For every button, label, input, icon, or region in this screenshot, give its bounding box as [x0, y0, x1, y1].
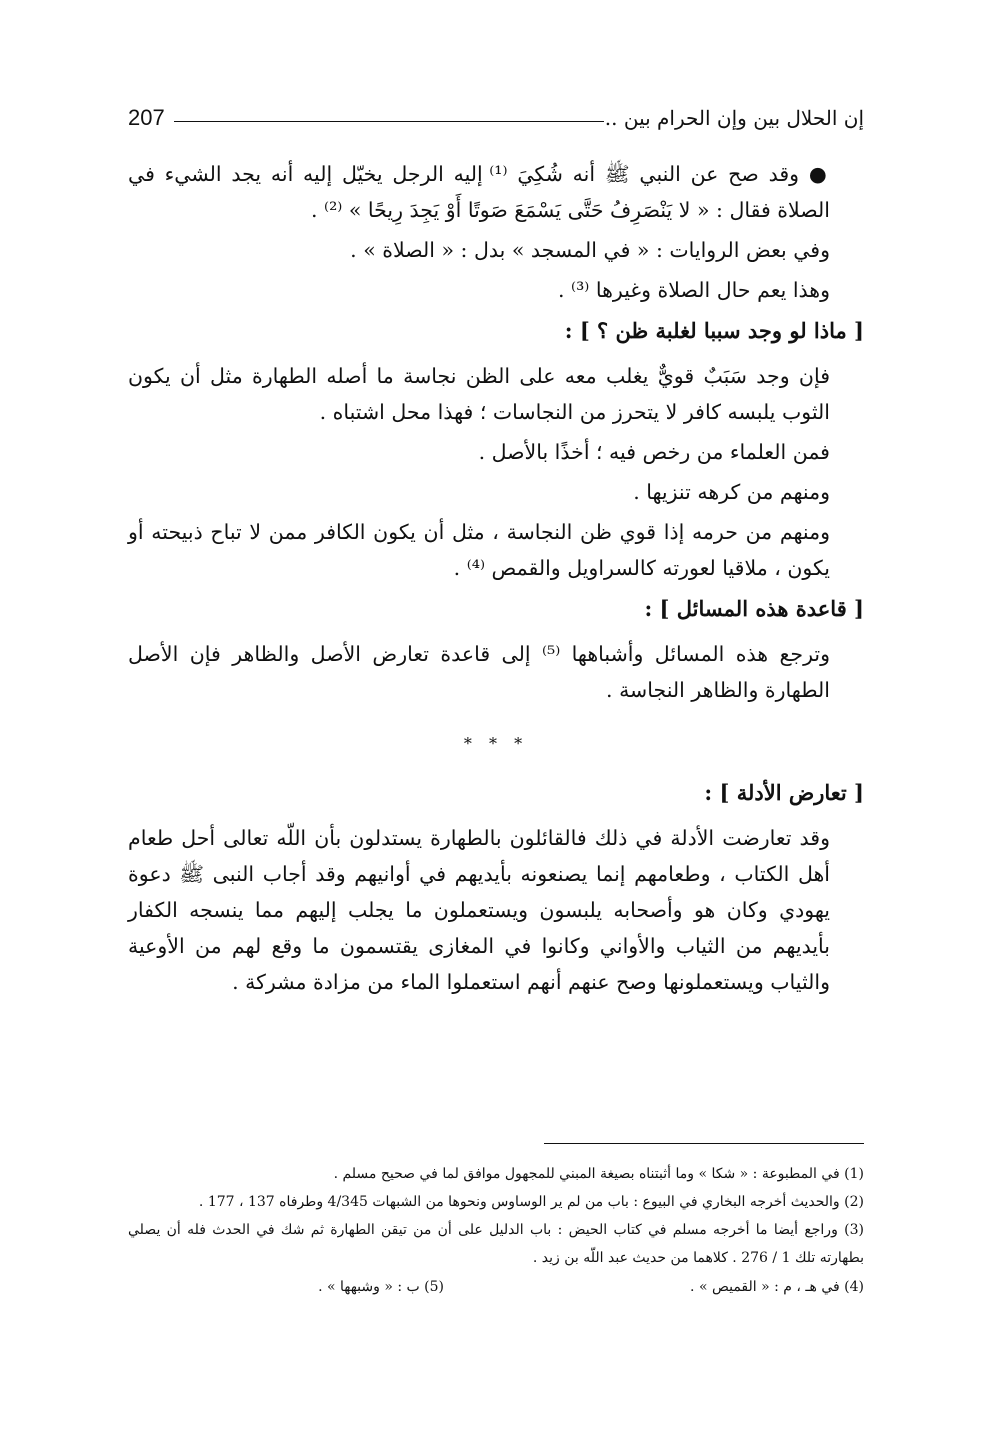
paragraph-5: فمن العلماء من رخص فيه ؛ أخذًا بالأصل .: [478, 440, 830, 464]
footnote-2: (2) والحديث أخرجه البخاري في البيوع : باب من لم ير الوساوس ونحوها من الشبهات 4/345 وطرفاه 137 ، 177 .: [198, 1194, 864, 1210]
paragraph-1-text: وقد صح عن النبي ﷺ أنه شُكِيَ ⁽¹⁾ إليه الرجل يخيّل إليه أنه يجد الشيء في الصلاة فقال : « لا يَنْصَرِفُ حَتَّى يَسْمَعَ صَوتًا أَوْ يَجِدَ رِيحًا » ⁽²⁾ .: [128, 162, 830, 222]
footnote-3: (3) وراجع أيضا ما أخرجه مسلم في كتاب الحيض : باب الدليل على أن من تيقن الطهارة ثم شك في الحدث فله أن يصلي بطهارته تلك 1 / 276 . كلاهما من حديث عبد اللّه بن زيد .: [128, 1222, 864, 1266]
footnotes: [128, 1160, 864, 1302]
section-heading-2: [ قاعدة هذه المسائل ] :: [644, 596, 864, 621]
page-number: 207: [128, 105, 165, 130]
book-page: [128, 0, 864, 1429]
header-rule: [174, 121, 604, 122]
paragraph-9: وقد تعارضت الأدلة في ذلك فالقائلون بالطهارة يستدلون بأن اللّه تعالى أحل طعام أهل الكتاب ، وطعامهم إنما يصنعونه بأيديهم في أوانيهم وقد أجاب النبى ﷺ دعوة يهودي وكان هو وأصحابه يلبسون ويستعملون ما يجلب إليهم مما ينسجه الكفار بأيديهم من الثياب والأواني وكانوا في المغازى يقتسمون ما وقع لهم من الأوعية والثياب ويستعملونها وصح عنهم أنهم استعملوا الماء من مزادة مشركة .: [128, 826, 830, 994]
header-title: إن الحلال بين وإن الحرام بين ..: [604, 106, 864, 130]
footnote-row: [128, 1272, 864, 1302]
paragraph-2: وفي بعض الروايات : « في المسجد » بدل : « الصلاة » .: [350, 238, 830, 262]
bullet-icon: ●: [808, 162, 830, 186]
footnote-1: (1) في المطبوعة : « شكا » وما أثبتناه بصيغة المبني للمجهول موافق لما في صحيح مسلم .: [333, 1166, 864, 1182]
section-heading-3: [ تعارض الأدلة ] :: [704, 780, 864, 805]
paragraph-1: [128, 156, 864, 228]
footnote-rule: [544, 1143, 864, 1144]
footnote-5: (5) ب : « وشبهها » .: [318, 1279, 444, 1295]
paragraph-7: ومنهم من حرمه إذا قوي ظن النجاسة ، مثل أن يكون الكافر ممن لا تباح ذبيحته أو يكون ، ملاقيا لعورته كالسراويل والقمص ⁽⁴⁾ .: [128, 520, 830, 580]
footnote-4: (4) في هـ ، م : « القميص » .: [690, 1279, 864, 1295]
paragraph-6: ومنهم من كرهه تنزيها .: [633, 480, 830, 504]
paragraph-4: فإن وجد سَبَبٌ قويٌّ يغلب معه على الظن نجاسة ما أصله الطهارة مثل أن يكون الثوب يلبسه كافر لا يتحرز من النجاسات ؛ فهذا محل اشتباه .: [128, 364, 830, 424]
paragraph-8: وترجع هذه المسائل وأشباهها ⁽⁵⁾ إلى قاعدة تعارض الأصل والظاهر فإن الأصل الطهارة والظاهر النجاسة .: [128, 642, 830, 702]
paragraph-3: وهذا يعم حال الصلاة وغيرها ⁽³⁾ .: [558, 278, 830, 302]
section-heading-1: [ ماذا لو وجد سببا لغلبة ظن ؟ ] :: [564, 318, 864, 343]
section-separator: * * *: [463, 734, 529, 753]
main-text: [128, 156, 864, 1000]
running-header: [128, 98, 864, 138]
